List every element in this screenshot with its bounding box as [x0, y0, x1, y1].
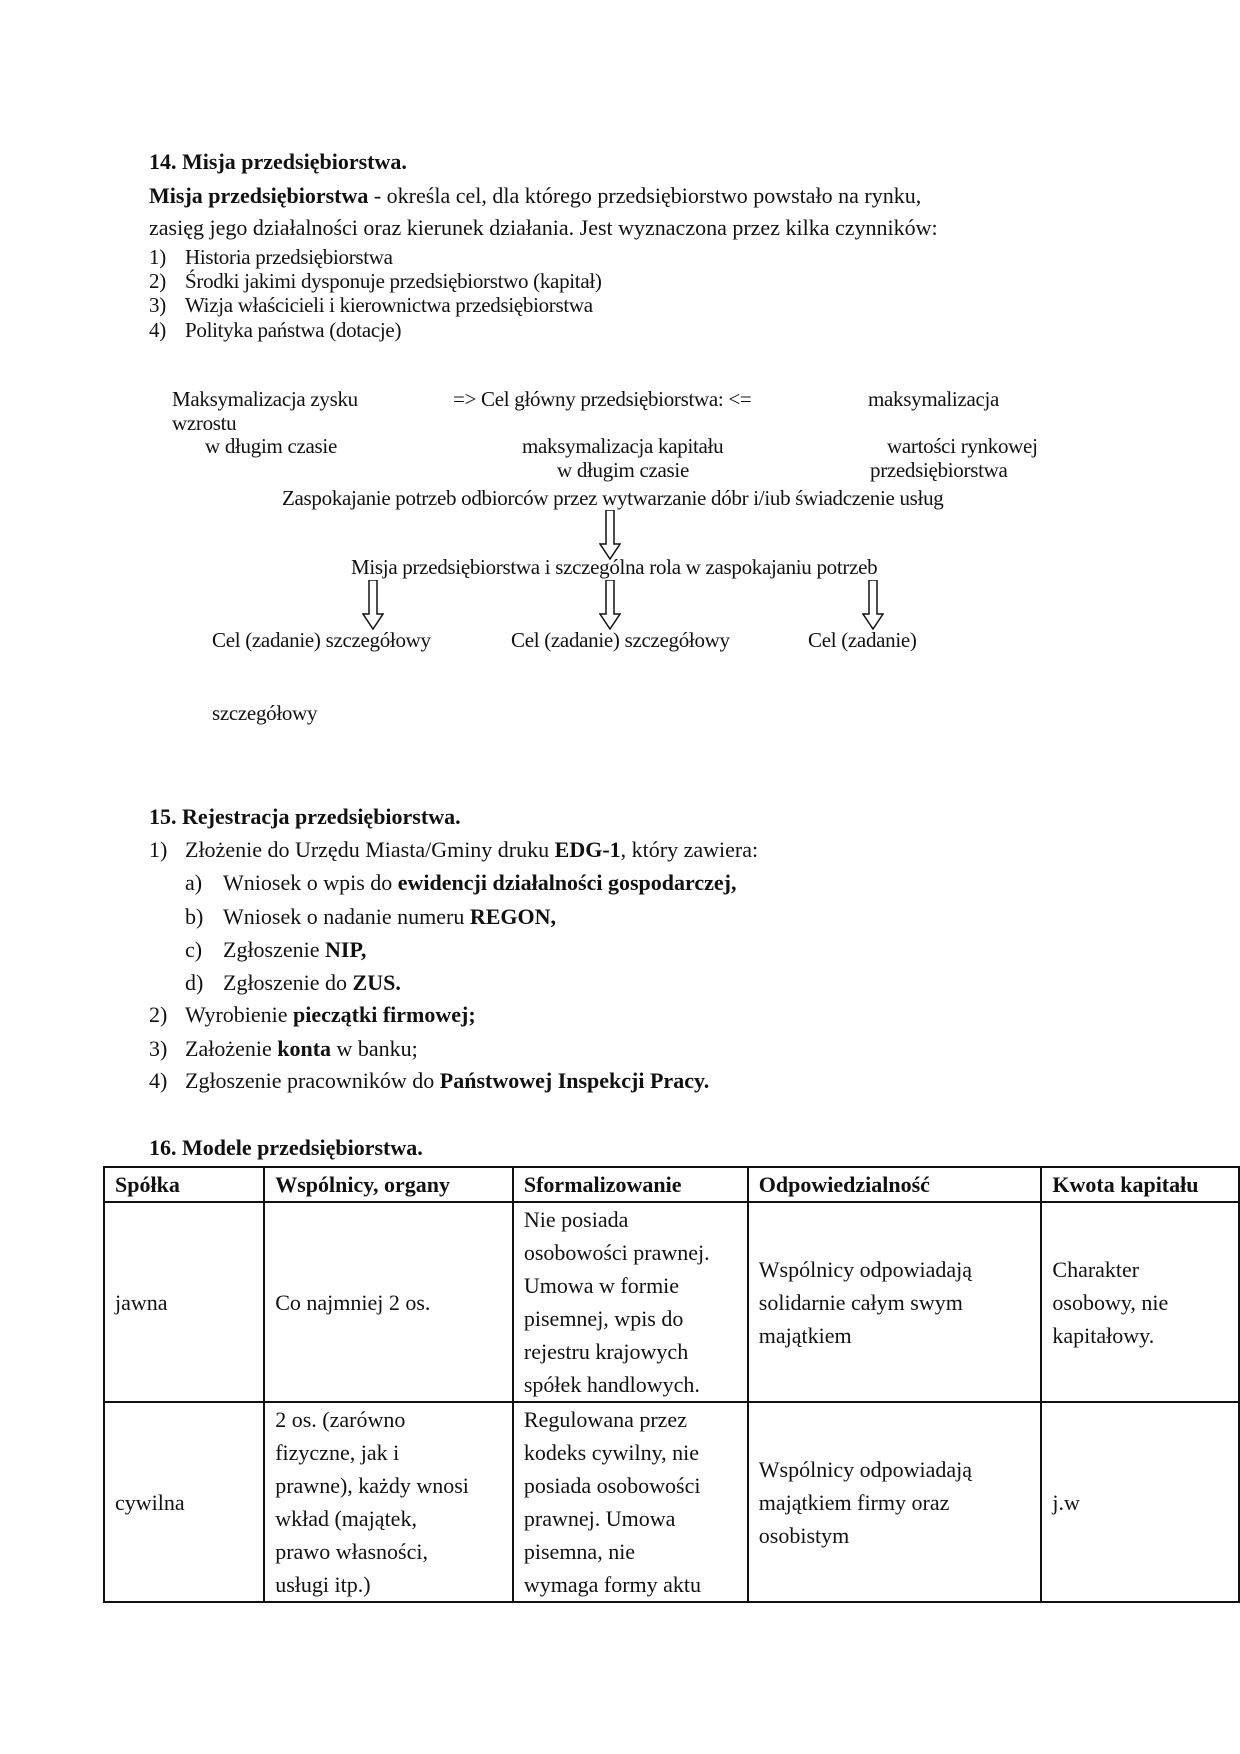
down-arrow-icon [599, 580, 621, 630]
cell-line: rejestru krajowych [523, 1339, 689, 1364]
list-number: 4) [149, 318, 166, 342]
list-number: 1) [149, 245, 166, 269]
text: Zgłoszenie pracowników do [185, 1068, 440, 1093]
diagram-text: w długim czasie [205, 434, 337, 458]
cell-line: prawnej. Umowa [523, 1506, 676, 1531]
table-cell-kwota [1041, 1202, 1239, 1402]
bold-text: pieczątki firmowej; [293, 1002, 476, 1027]
table-cell-sformalizowanie [513, 1202, 748, 1402]
diagram-text: wartości rynkowej [887, 434, 1038, 458]
cell-line: fizyczne, jak i [275, 1440, 400, 1465]
text: Zgłoszenie [223, 937, 326, 962]
cell-line: kapitałowy. [1052, 1322, 1155, 1348]
table-cell-sformalizowanie [513, 1402, 748, 1602]
list-item [185, 837, 758, 863]
list-item [185, 1068, 709, 1094]
column-header: Sformalizowanie [513, 1167, 748, 1202]
cell-line: majątkiem firmy oraz [758, 1489, 950, 1515]
list-item: Wizja właścicieli i kierownictwa przedsiębiorstwa [185, 293, 593, 317]
cell-line: j.w [1052, 1489, 1080, 1515]
table-cell-spolka [104, 1402, 264, 1602]
text: Wyrobienie [185, 1002, 294, 1027]
cell-line: wkład (majątek, [275, 1506, 417, 1531]
table-header-row [104, 1167, 1239, 1202]
text: Zgłoszenie do [223, 970, 353, 995]
diagram-main-goal: => Cel główny przedsiębiorstwa: <= [453, 387, 752, 411]
cell-line: Wspólnicy odpowiadają [758, 1256, 972, 1282]
cell-line: pisemna, nie [523, 1539, 636, 1564]
list-number: 3) [149, 293, 166, 317]
list-item: Historia przedsiębiorstwa [185, 245, 393, 269]
text: Złożenie do Urzędu Miasta/Gminy druku [185, 837, 555, 862]
text: w banku; [331, 1036, 418, 1061]
list-item [223, 870, 737, 896]
cell-line: usługi itp.) [275, 1572, 371, 1597]
list-letter: d) [185, 970, 204, 995]
mission-term: Misja przedsiębiorstwa [149, 183, 369, 208]
cell-line: osobowości prawnej. [523, 1240, 710, 1265]
list-letter: c) [185, 937, 203, 962]
list-item [223, 970, 401, 996]
bold-text: ZUS. [352, 970, 401, 995]
diagram-text: Zaspokajanie potrzeb odbiorców przez wytwarzanie dóbr i/iub świadczenie usług [282, 486, 944, 510]
cell-line: Nie posiada [523, 1207, 629, 1232]
definition-text: - określa cel, dla którego przedsiębiorstwo powstało na rynku, [368, 183, 922, 208]
diagram-text: maksymalizacja kapitału [522, 434, 724, 458]
column-header: Odpowiedzialność [748, 1167, 1042, 1202]
cell-line: kodeks cywilny, nie [523, 1440, 700, 1465]
diagram-mission: Misja przedsiębiorstwa i szczególna rola w zaspokajaniu potrzeb [351, 555, 878, 579]
list-number: 1) [149, 837, 168, 862]
section-16-title: 16. Modele przedsiębiorstwa. [149, 1135, 423, 1160]
cell-line: posiada osobowości [523, 1473, 701, 1498]
cell-line: jawna [115, 1289, 168, 1315]
list-item [223, 904, 556, 930]
company-models-table [103, 1166, 1240, 1603]
list-number: 2) [149, 269, 166, 293]
diagram-goal: Cel (zadanie) szczegółowy [511, 628, 730, 652]
cell-line: Co najmniej 2 os. [275, 1289, 431, 1315]
cell-line: spółek handlowych. [523, 1372, 700, 1397]
table-row [104, 1402, 1239, 1602]
diagram-text: maksymalizacja [868, 387, 1000, 411]
cell-line: majątkiem [758, 1322, 852, 1348]
cell-line: pisemnej, wpis do [523, 1306, 684, 1331]
section-15-title: 15. Rejestracja przedsiębiorstwa. [149, 804, 461, 829]
mission-definition-line-1 [149, 183, 921, 209]
cell-line: Charakter [1052, 1256, 1140, 1282]
bold-text: EDG-1 [554, 837, 621, 862]
cell-line: 2 os. (zarówno [275, 1407, 406, 1432]
list-item: Polityka państwa (dotacje) [185, 318, 402, 342]
cell-line: solidarnie całym swym [758, 1289, 963, 1315]
cell-line: osobistym [758, 1522, 850, 1548]
diagram-text: wzrostu [172, 411, 237, 435]
list-number: 2) [149, 1002, 168, 1027]
table-cell-kwota [1041, 1402, 1239, 1602]
cell-line: Umowa w formie [523, 1273, 680, 1298]
column-header: Kwota kapitału [1041, 1167, 1239, 1202]
bold-text: konta [277, 1036, 332, 1061]
list-number: 3) [149, 1036, 168, 1061]
table-row [104, 1202, 1239, 1402]
cell-line: osobowy, nie [1052, 1289, 1169, 1315]
cell-line: cywilna [115, 1489, 185, 1515]
diagram-text: Maksymalizacja zysku [172, 387, 358, 411]
diagram-goal: Cel (zadanie) szczegółowy [212, 628, 431, 652]
down-arrow-icon [862, 580, 884, 630]
table-cell-odpowiedzialnosc [748, 1202, 1042, 1402]
text: Wniosek o wpis do [223, 870, 398, 895]
table-cell-spolka [104, 1202, 264, 1402]
down-arrow-icon [599, 510, 621, 560]
list-number: 4) [149, 1068, 168, 1093]
table-cell-wspolnicy [264, 1202, 513, 1402]
bold-text: REGON, [469, 904, 556, 929]
table-cell-odpowiedzialnosc [748, 1402, 1042, 1602]
column-header: Wspólnicy, organy [264, 1167, 513, 1202]
text: , który zawiera: [620, 837, 759, 862]
list-letter: a) [185, 870, 203, 895]
cell-line: prawo własności, [275, 1539, 428, 1564]
list-item [185, 1036, 418, 1062]
diagram-goal: szczegółowy [212, 701, 318, 725]
down-arrow-icon [362, 580, 384, 630]
list-item [185, 1002, 476, 1028]
list-item: Środki jakimi dysponuje przedsiębiorstwo (kapitał) [185, 269, 602, 293]
text: Założenie [185, 1036, 278, 1061]
table-cell-wspolnicy [264, 1402, 513, 1602]
cell-line: Wspólnicy odpowiadają [758, 1456, 972, 1482]
cell-line: Regulowana przez [523, 1407, 687, 1432]
bold-text: ewidencji działalności gospodarczej, [397, 870, 737, 895]
cell-line: wymaga formy aktu [523, 1572, 702, 1597]
column-header: Spółka [104, 1167, 264, 1202]
diagram-text: w długim czasie [557, 458, 689, 482]
bold-text: NIP, [325, 937, 367, 962]
diagram-text: przedsiębiorstwa [870, 458, 1008, 482]
mission-definition-line-2: zasięg jego działalności oraz kierunek działania. Jest wyznaczona przez kilka czynników: [149, 215, 938, 240]
bold-text: Państwowej Inspekcji Pracy. [439, 1068, 710, 1093]
list-item [223, 937, 366, 963]
list-letter: b) [185, 904, 204, 929]
cell-line: prawne), każdy wnosi [275, 1473, 469, 1498]
section-14-title: 14. Misja przedsiębiorstwa. [149, 149, 407, 174]
diagram-goal: Cel (zadanie) [808, 628, 917, 652]
text: Wniosek o nadanie numeru [223, 904, 470, 929]
